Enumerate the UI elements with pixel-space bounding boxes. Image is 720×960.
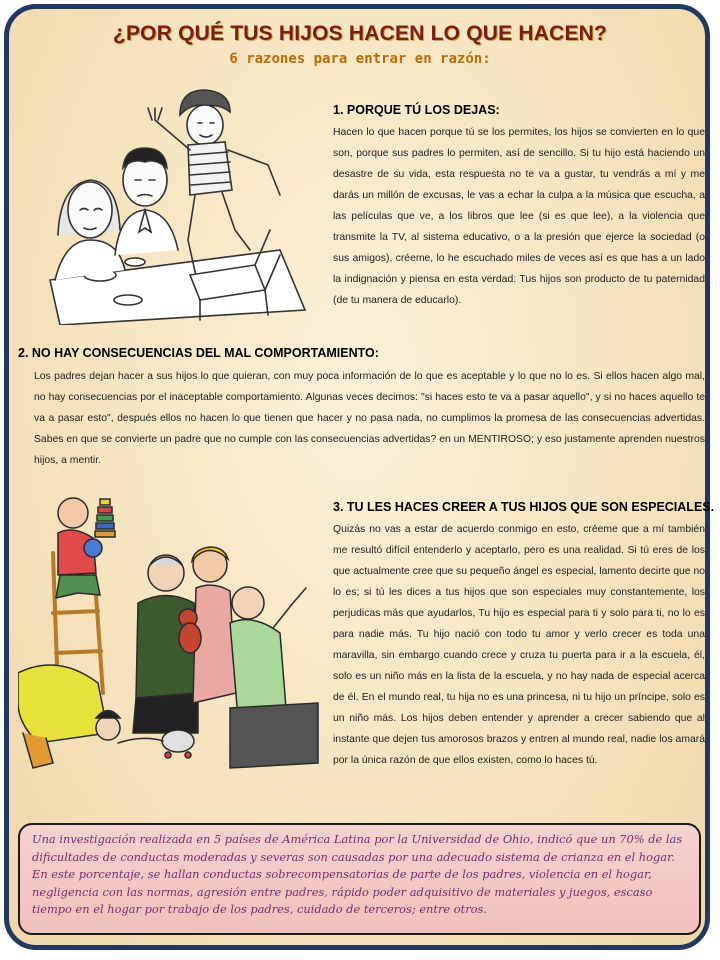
section-3-heading: 3. TU LES HACES CREER A TUS HIJOS QUE SON ESPECIALES.	[333, 500, 715, 514]
section-2-body: Los padres dejan hacer a sus hijos lo que quieran, con muy poca información de lo que es aceptable y lo que no lo es. Si ellos hacen algo mal, no hay consecuencias por el inaceptable comportamiento. Algunas veces decimos: "si haces esto te va a pasar aquello", y si no haces aquello te va a pasar esto", después ellos no hacen lo que tienen que hacer y no pasa nada, no cumplimos la promesa de las consecuencias advertidas. Sabes en que se convierte un padre que no cumple con las consecuencias advertidas? en un MENTIROSO; y eso justamente aprenden nuestros hijos, a mentir.	[34, 371, 705, 466]
research-note-box	[18, 823, 701, 935]
research-note-text: Una investigación realizada en 5 países de América Latina por la Universidad de Ohio, indicó que un 70% de las dificultades de conductas moderadas y severas son causadas por una adecuado sistema de crianza en el hogar. En este porcentaje, se hallan conductas sobrecompensatorias de parte de los padres, violencia en el hogar, negligencia con las normas, agresión entre padres, rápido poder adquisitivo de materiales y juegos, escaso tiempo en el hogar por trabajo de los padres, cuidado de terceros; entre otros.	[32, 832, 683, 917]
section-1-heading: 1. PORQUE TÚ LOS DEJAS:	[333, 103, 500, 117]
section-1-body: Hacen lo que hacen porque tú se los permites, los hijos se convierten en lo que son, porque sus padres lo permiten, así de sencillo. Si tu hijo está haciendo un desastre de su vida, esta respuesta no te va a gustar, tu vendrás a mí y me darás un millón de excusas, le vas a echar la culpa a la música que escucha, a las películas que ve, a los libros que lee (si es que lee), a la violencia que transmite la TV, al sistema educativo, o a la presión que ejerce la sociedad (o sus amigos), créeme, lo he escuchado miles de veces así es que has a un lado la indignación y piensa en esta verdad: Tus hijos son producto de tu paternidad (de tu manera de educarlo).	[333, 127, 705, 306]
page-title: ¿POR QUÉ TUS HIJOS HACEN LO QUE HACEN?	[112, 22, 608, 45]
page-subtitle: 6 razones para entrar en razón:	[229, 51, 491, 67]
section-3-body: Quizás no vas a estar de acuerdo conmigo en esto, créeme que a mí también me resultó difícil entenderlo y aceptarlo, pero es una realidad. Si tú eres de los que actualmente cree que su pequeño ángel es especial, lamento decirte que no lo es; si tú les dices a tus hijos que son especiales muy constantemente, los perjudicas más que ayudarlos, Tu hijo es especial para ti y solo para ti, no lo es para nadie más. Tu hijo nació con todo tu amor y verlo crecer es toda una maravilla, sin embargo cuando crece y cruza tu puerta para ir a la escuela, él, solo es un niño más en la lista de la escuela, y no hay nada de especial acerca de él. En el mundo real, tu hija no es una princesa, ni tu hijo un príncipe, solo es un niño más. Los hijos deben entender y aprender a crecer sabiendo que al instante que dejen tus amorosos brazos y entren al mundo real, nadie los amará por la única razón de que ellos existen, como lo haces tú.	[333, 524, 706, 766]
grandparents-baby-illustration	[18, 493, 328, 785]
family-dinner-illustration	[40, 80, 310, 325]
section-2-heading: 2. NO HAY CONSECUENCIAS DEL MAL COMPORTAMIENTO:	[18, 346, 379, 360]
